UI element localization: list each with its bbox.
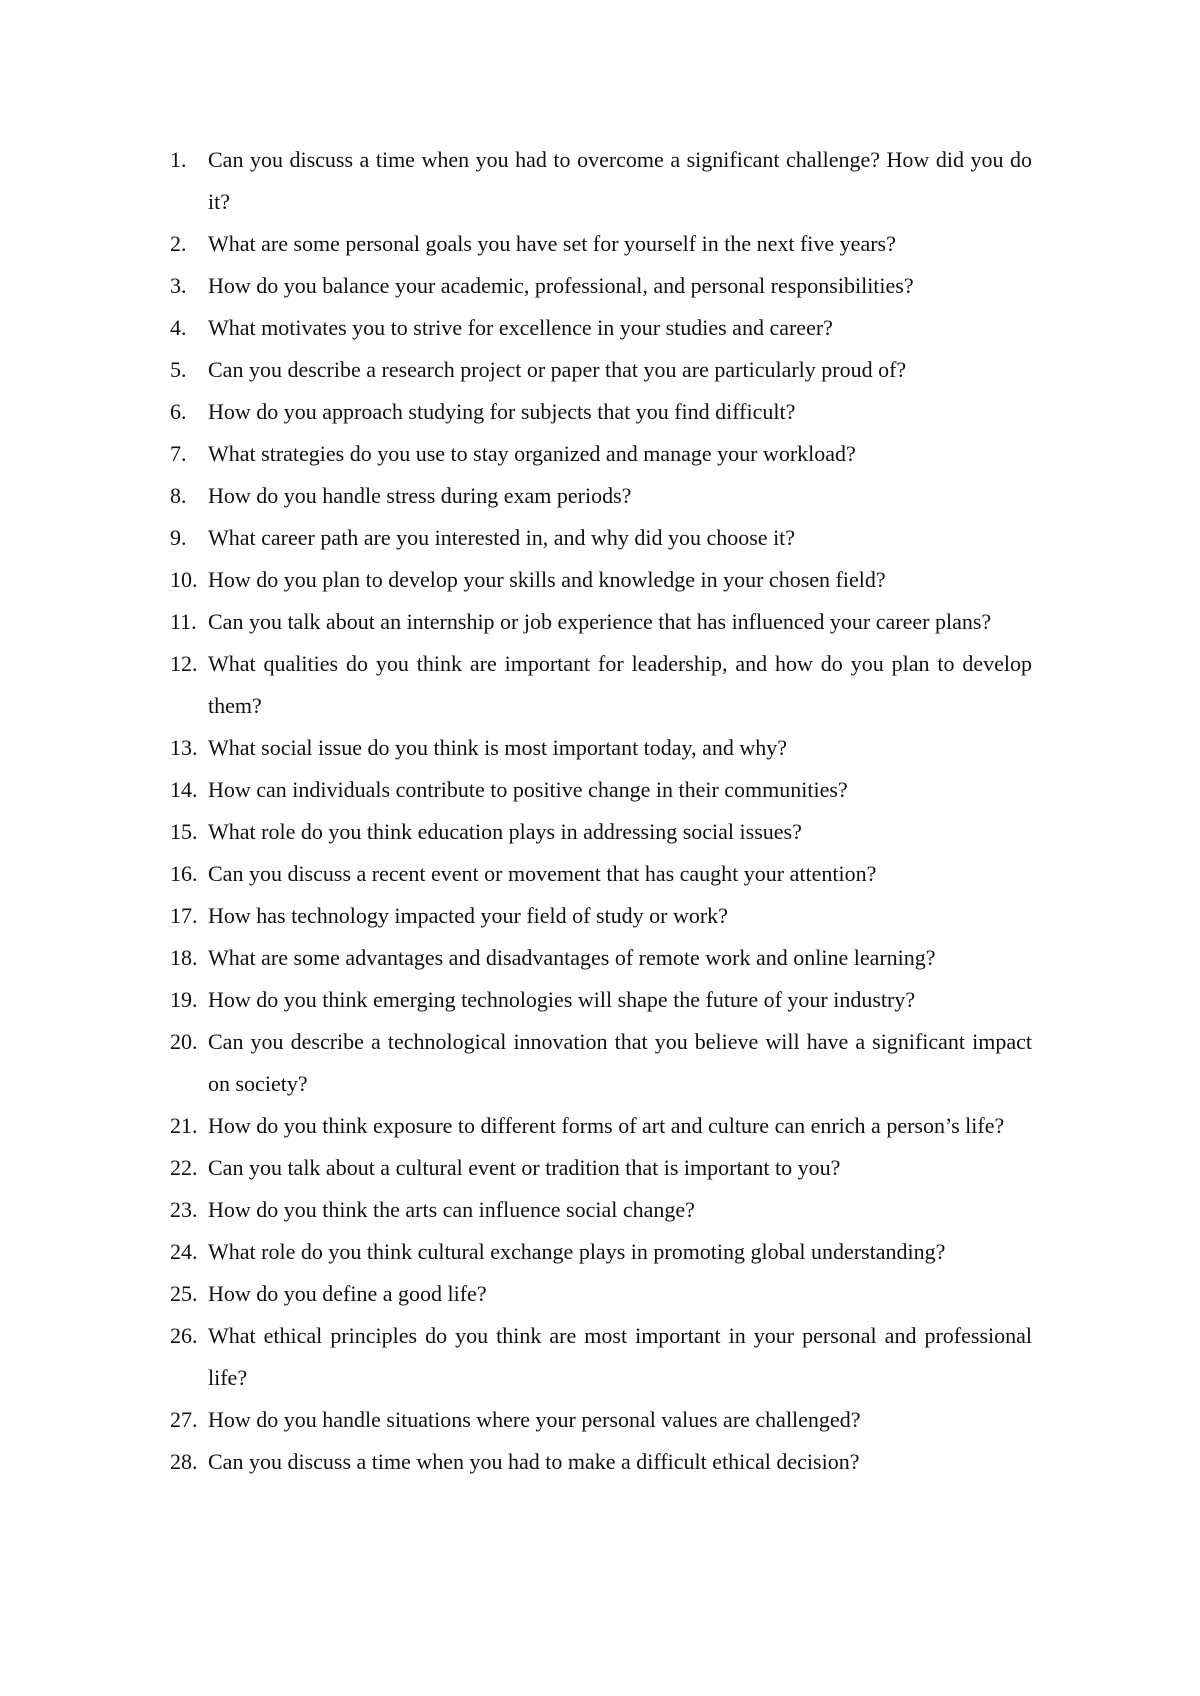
item-text: What role do you think education plays in addressing social issues?: [208, 819, 802, 844]
item-text: How do you handle situations where your personal values are challenged?: [208, 1407, 861, 1432]
item-number: 3.: [170, 273, 187, 298]
list-item: [170, 937, 1032, 979]
item-number: 17.: [170, 903, 198, 928]
list-item: [170, 265, 1032, 307]
item-number: 19.: [170, 987, 198, 1012]
item-number: 22.: [170, 1155, 198, 1180]
list-item: [170, 1021, 1032, 1105]
list-item: [170, 223, 1032, 265]
item-number: 25.: [170, 1281, 198, 1306]
item-number: 16.: [170, 861, 198, 886]
item-number: 13.: [170, 735, 198, 760]
item-number: 27.: [170, 1407, 198, 1432]
item-text: How do you define a good life?: [208, 1281, 487, 1306]
question-list: [170, 139, 1032, 1483]
item-number: 24.: [170, 1239, 198, 1264]
item-text: What motivates you to strive for excellence in your studies and career?: [208, 315, 833, 340]
item-number: 9.: [170, 525, 187, 550]
list-item: [170, 1273, 1032, 1315]
item-text: What ethical principles do you think are most important in your personal and professional life?: [208, 1323, 1032, 1390]
item-text: How do you approach studying for subjects that you find difficult?: [208, 399, 796, 424]
item-number: 1.: [170, 147, 187, 172]
list-item: [170, 1315, 1032, 1399]
item-text: Can you discuss a time when you had to overcome a significant challenge? How did you do it?: [208, 147, 1032, 214]
item-number: 12.: [170, 651, 198, 676]
list-item: [170, 643, 1032, 727]
item-text: How can individuals contribute to positive change in their communities?: [208, 777, 848, 802]
list-item: [170, 307, 1032, 349]
list-item: [170, 1231, 1032, 1273]
list-item: [170, 1441, 1032, 1483]
item-number: 11.: [170, 609, 197, 634]
item-number: 7.: [170, 441, 187, 466]
item-text: What qualities do you think are important for leadership, and how do you plan to develop them?: [208, 651, 1032, 718]
item-text: What are some advantages and disadvantages of remote work and online learning?: [208, 945, 936, 970]
item-number: 4.: [170, 315, 187, 340]
item-text: How do you think emerging technologies will shape the future of your industry?: [208, 987, 916, 1012]
item-text: Can you talk about an internship or job experience that has influenced your career plans?: [208, 609, 992, 634]
item-text: What are some personal goals you have set for yourself in the next five years?: [208, 231, 896, 256]
item-number: 26.: [170, 1323, 198, 1348]
item-number: 10.: [170, 567, 198, 592]
item-number: 21.: [170, 1113, 198, 1138]
item-text: Can you describe a technological innovation that you believe will have a significant impact on society?: [208, 1029, 1032, 1096]
list-item: [170, 139, 1032, 223]
item-number: 23.: [170, 1197, 198, 1222]
list-item: [170, 601, 1032, 643]
list-item: [170, 433, 1032, 475]
item-text: Can you discuss a recent event or movement that has caught your attention?: [208, 861, 877, 886]
item-text: How do you think the arts can influence social change?: [208, 1197, 695, 1222]
item-text: How do you think exposure to different forms of art and culture can enrich a person’s life?: [208, 1113, 1005, 1138]
item-text: What social issue do you think is most important today, and why?: [208, 735, 788, 760]
item-text: Can you talk about a cultural event or tradition that is important to you?: [208, 1155, 841, 1180]
item-text: How has technology impacted your field of study or work?: [208, 903, 728, 928]
item-number: 5.: [170, 357, 187, 382]
list-item: [170, 517, 1032, 559]
item-text: Can you describe a research project or paper that you are particularly proud of?: [208, 357, 907, 382]
item-number: 2.: [170, 231, 187, 256]
item-number: 15.: [170, 819, 198, 844]
item-text: How do you balance your academic, professional, and personal responsibilities?: [208, 273, 914, 298]
item-number: 6.: [170, 399, 187, 424]
item-number: 28.: [170, 1449, 198, 1474]
list-item: [170, 811, 1032, 853]
item-text: What strategies do you use to stay organized and manage your workload?: [208, 441, 856, 466]
item-number: 20.: [170, 1029, 198, 1054]
list-item: [170, 1105, 1032, 1147]
item-text: How do you handle stress during exam periods?: [208, 483, 632, 508]
list-item: [170, 979, 1032, 1021]
list-item: [170, 559, 1032, 601]
list-item: [170, 1189, 1032, 1231]
item-text: What role do you think cultural exchange plays in promoting global understanding?: [208, 1239, 946, 1264]
item-text: Can you discuss a time when you had to make a difficult ethical decision?: [208, 1449, 860, 1474]
list-item: [170, 1147, 1032, 1189]
list-item: [170, 475, 1032, 517]
item-number: 14.: [170, 777, 198, 802]
list-item: [170, 349, 1032, 391]
list-item: [170, 895, 1032, 937]
item-number: 18.: [170, 945, 198, 970]
list-item: [170, 853, 1032, 895]
list-item: [170, 769, 1032, 811]
list-item: [170, 727, 1032, 769]
item-number: 8.: [170, 483, 187, 508]
list-item: [170, 391, 1032, 433]
item-text: What career path are you interested in, and why did you choose it?: [208, 525, 796, 550]
list-item: [170, 1399, 1032, 1441]
item-text: How do you plan to develop your skills and knowledge in your chosen field?: [208, 567, 886, 592]
